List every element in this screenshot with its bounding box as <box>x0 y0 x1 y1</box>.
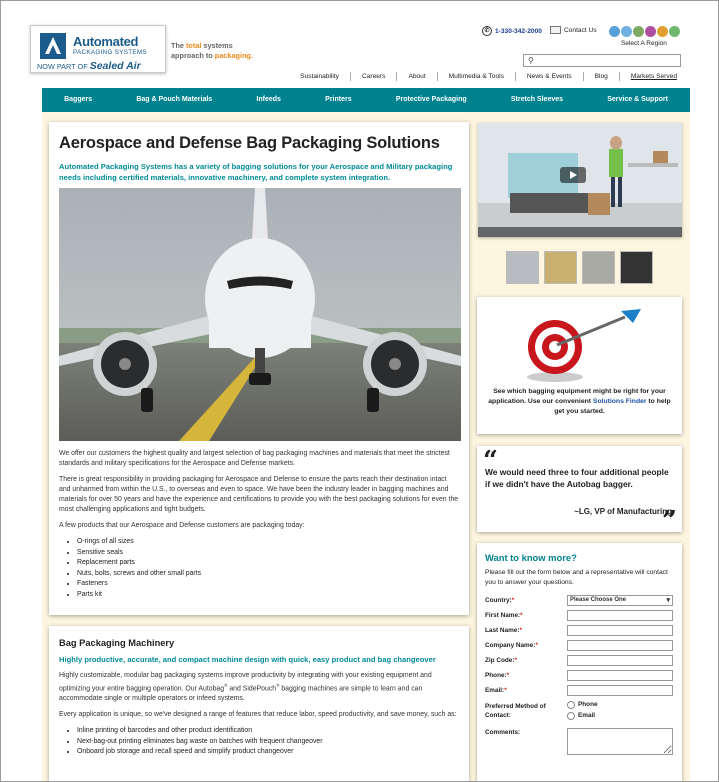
target-dart-icon <box>517 309 647 384</box>
logo-text-sealed-air: NOW PART OF Sealed Air <box>37 60 141 72</box>
list-item: • Onboard job storage and recall speed and simplify product changeover <box>77 747 459 758</box>
list-item: • Replacement parts <box>77 558 459 569</box>
video-player[interactable] <box>478 123 682 237</box>
video-thumbnail[interactable] <box>582 251 615 284</box>
machinery-lead: Highly productive, accurate, and compact machine design with quick, easy product and bag changeover <box>59 655 436 664</box>
search-icon[interactable]: ⚲ <box>528 56 534 65</box>
phone-field[interactable] <box>567 670 673 681</box>
solutions-finder-link[interactable]: Solutions Finder <box>592 398 647 405</box>
testimonial-text: We would need three to four additional people if we didn't have the Autobag bagger. <box>485 467 669 489</box>
last-name-row: Last Name:* <box>485 624 674 639</box>
phone-icon: ✆ <box>482 26 492 36</box>
article-lead: Automated Packaging Systems has a variety of bagging solutions for your Aerospace and Military packaging needs including certified materials, innovative machinery, and complete system integration. <box>59 162 453 182</box>
globe-africa-icon[interactable] <box>657 26 668 37</box>
video-controls[interactable] <box>478 227 682 237</box>
top-nav-careers[interactable]: Careers <box>351 72 397 81</box>
contact-us-link[interactable] <box>550 26 597 34</box>
solutions-finder-card <box>477 297 682 434</box>
top-nav-about[interactable]: About <box>397 72 437 81</box>
main-nav-baggers[interactable]: Baggers <box>64 96 93 103</box>
list-item: • Fasteners <box>77 579 459 590</box>
testimonial-author: ~LG, VP of Manufacturing <box>574 507 672 516</box>
close-quote-icon: ” <box>662 506 677 536</box>
logo-text-packaging: PACKAGING SYSTEMS <box>73 49 147 56</box>
email-field[interactable] <box>567 685 673 696</box>
list-item: • Inline printing of barcodes and other product identification <box>77 726 459 737</box>
contact-method-phone[interactable]: Phone <box>575 701 598 708</box>
envelope-icon <box>550 26 561 34</box>
article-paragraph-1: We offer our customers the highest quality and largest selection of bag packaging machines and materials that meet the strictest standards and military specifications for the Aerospace and Defense markets. <box>59 450 450 467</box>
play-button[interactable] <box>560 167 586 183</box>
airplane-image <box>59 188 461 441</box>
zip-code-row: Zip Code:* <box>485 654 674 669</box>
tagline: The total systems approach to packaging. <box>171 41 253 60</box>
first-name-field[interactable] <box>567 610 673 621</box>
video-thumbnail[interactable] <box>544 251 577 284</box>
logo-mark-icon <box>40 33 66 59</box>
video-thumbnail[interactable] <box>506 251 539 284</box>
contact-method-label: Preferred Method of Contact: <box>485 703 546 719</box>
search-input[interactable] <box>538 55 678 66</box>
comments-field[interactable] <box>567 728 673 755</box>
machinery-section <box>49 626 469 782</box>
country-select[interactable]: Please Choose One ▾ <box>567 595 673 606</box>
company-logo[interactable] <box>30 25 166 73</box>
country-row: Country:* Please Choose One ▾ <box>485 594 674 609</box>
main-nav-infeeds[interactable]: Infeeds <box>256 96 281 103</box>
radio-button[interactable] <box>567 712 575 720</box>
phone-number: 1-330-342-2000 <box>495 27 542 35</box>
select-region-label: Select A Region <box>621 40 667 47</box>
open-quote-icon: “ <box>483 446 498 476</box>
phone-link[interactable] <box>482 26 542 36</box>
machinery-paragraph-1: Highly customizable, modular bag packaging systems improve productivity by integrating with your existing equipment and optimizing your entire bagging operation. Our Autobag® and SidePouch® bagging machines are simple to learn and can accommodate single or multiple operators or infeed systems. <box>59 672 432 703</box>
article-paragraph-3: A few products that our Aerospace and Defense customers are packaging today: <box>59 522 305 529</box>
list-item: • Parts kit <box>77 590 459 601</box>
globe-asia-icon[interactable] <box>633 26 644 37</box>
search-box[interactable] <box>523 54 681 67</box>
company-name-row: Company Name:* <box>485 639 674 654</box>
list-item: • Next-bag-out printing eliminates bag waste on batches with frequent changeover <box>77 737 459 748</box>
form-title: Want to know more? <box>485 552 577 563</box>
main-nav <box>42 88 690 112</box>
globe-americas-icon[interactable] <box>609 26 620 37</box>
contact-us-label: Contact Us <box>564 26 597 34</box>
main-nav-service-support[interactable]: Service & Support <box>607 96 668 103</box>
contact-form <box>477 543 682 782</box>
phone-row: Phone:* <box>485 669 674 684</box>
list-item: • Sensitive seals <box>77 548 459 559</box>
solutions-finder-text: See which bagging equipment might be right for your application. Use our convenient Solutions Finder to help get you started. <box>488 388 671 415</box>
comments-label: Comments: <box>485 729 521 736</box>
region-selector[interactable] <box>609 26 680 37</box>
main-nav-protective-packaging[interactable]: Protective Packaging <box>395 96 467 103</box>
video-thumbnails <box>506 251 653 284</box>
last-name-field[interactable] <box>567 625 673 636</box>
radio-button[interactable] <box>567 701 575 709</box>
top-nav-news-events[interactable]: News & Events <box>516 72 584 81</box>
main-nav-printers[interactable]: Printers <box>325 96 352 103</box>
main-nav-bag-pouch-materials[interactable]: Bag & Pouch Materials <box>136 96 213 103</box>
top-nav-multimedia-tools[interactable]: Multimedia & Tools <box>438 72 516 81</box>
aerospace-article <box>49 122 469 615</box>
machinery-paragraph-2: Every application is unique, so we've designed a range of features that reduce labor, speed productivity, and save money, such as: <box>59 711 457 719</box>
contact-method-row <box>485 699 674 725</box>
machinery-title: Bag Packaging Machinery <box>59 638 175 648</box>
email-row: Email:* <box>485 684 674 699</box>
zip-code-field[interactable] <box>567 655 673 666</box>
top-nav-markets-served[interactable]: Markets Served <box>630 73 677 80</box>
globe-oceania-icon[interactable] <box>669 26 680 37</box>
article-paragraph-2: There is great responsibility in providing packaging for Aerospace and Defense to ensure the parts reach their destination intact and unharmed from within the U.S., to overseas and even to space. We have been the industry leader in bagging machines and materials for over 50 years and have the experience and certifications to provide you with the best packaging solutions for even the most challenging applications and tight budgets. <box>59 476 459 513</box>
top-nav-sustainability[interactable]: Sustainability <box>289 72 351 81</box>
list-item: • Nuts, bolts, screws and other small parts <box>77 569 459 580</box>
logo-text-automated: Automated <box>73 34 139 49</box>
top-nav-blog[interactable]: Blog <box>584 72 620 81</box>
testimonial-card <box>477 446 682 536</box>
first-name-row: First Name:* <box>485 609 674 624</box>
contact-method-email[interactable]: Email <box>575 712 595 719</box>
video-thumbnail[interactable] <box>620 251 653 284</box>
features-list <box>77 726 459 758</box>
list-item: • O-rings of all sizes <box>77 537 459 548</box>
form-intro: Please fill out the form below and a representative will contact you to answer your questions. <box>485 569 668 586</box>
main-nav-stretch-sleeves[interactable]: Stretch Sleeves <box>510 96 564 103</box>
products-list <box>77 537 459 600</box>
globe-region-icon[interactable] <box>645 26 656 37</box>
globe-europe-icon[interactable] <box>621 26 632 37</box>
top-nav <box>289 72 677 81</box>
company-name-field[interactable] <box>567 640 673 651</box>
page-title: Aerospace and Defense Bag Packaging Solutions <box>59 134 440 152</box>
